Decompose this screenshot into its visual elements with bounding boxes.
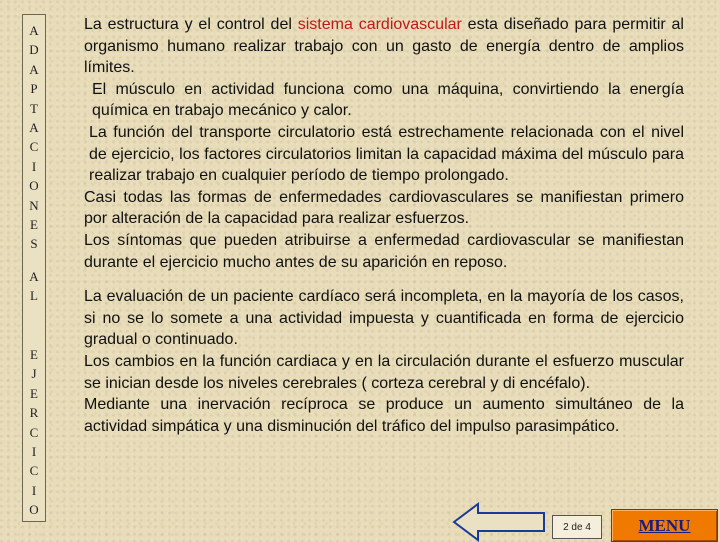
vertical-title-column — [22, 14, 46, 522]
paragraph-transport: La función del transporte circulatorio está estrechamente relacionada con el nivel de ejercicio, los factores circulatorios limitan la capacidad máxima del músculo para realizar trabajo en cualquier período de tiempo prolongado. — [89, 123, 684, 185]
paragraph-evaluation: La evaluación de un paciente cardíaco será incompleta, en la mayoría de los casos, si no se lo somete a una actividad impuesta y cuantificada en forma de ejercicio gradual o continuado. — [84, 288, 684, 349]
paragraph-innervation: Mediante una inervación recíproca se produce un aumento simultáneo de la actividad simpática y una disminución del tráfico del impulso parasimpático. — [84, 396, 684, 435]
sidebar-letter: O — [29, 178, 39, 194]
sidebar-letter: P — [30, 81, 38, 97]
back-arrow-icon[interactable] — [452, 502, 546, 542]
text-block-2 — [84, 286, 684, 437]
text-block-1 — [84, 14, 684, 273]
paragraph-intro — [84, 14, 684, 79]
sidebar-letter: C — [29, 463, 39, 479]
sidebar-letter: A — [29, 269, 39, 284]
paragraph-changes: Los cambios en la función cardiaca y en la circulación durante el esfuerzo muscular se inician desde los niveles cerebrales ( corteza cerebral y di encéfalo). — [84, 352, 684, 392]
page-counter-text: 2 de 4 — [563, 521, 591, 533]
sidebar-letter: I — [31, 158, 37, 174]
vertical-word-adaptaciones — [23, 21, 45, 254]
paragraph-intro-start: La estructura y el control del — [84, 16, 298, 33]
sidebar-letter: A — [29, 23, 39, 38]
sidebar-letter: E — [30, 217, 38, 233]
sidebar-letter: S — [30, 236, 38, 252]
sidebar-letter: E — [30, 347, 38, 362]
sidebar-letter: A — [29, 120, 39, 136]
paragraph-intro-end: esta diseñado para permitir al organismo humano realizar trabajo con un gasto de energía dentro de amplios límites. — [84, 16, 684, 77]
sidebar-letter: A — [29, 61, 39, 77]
sidebar-letter: E — [30, 385, 38, 401]
vertical-word-ejercicio — [23, 345, 45, 520]
sidebar-letter: J — [31, 366, 37, 382]
sidebar-letter: C — [29, 139, 39, 155]
sidebar-letter: N — [29, 197, 39, 213]
menu-button-label: MENU — [638, 515, 691, 535]
sidebar-letter: I — [31, 444, 37, 460]
paragraph-muscle: El músculo en actividad funciona como una máquina, convirtiendo la energía química en trabajo mecánico y calor. — [92, 80, 684, 120]
sidebar-letter: I — [31, 482, 37, 498]
vertical-word-al — [23, 267, 45, 306]
menu-button[interactable] — [611, 509, 718, 542]
sidebar-letter: O — [29, 502, 39, 518]
page-counter — [552, 515, 602, 539]
sidebar-letter: T — [30, 100, 38, 116]
highlighted-term: sistema cardiovascular — [297, 16, 462, 33]
sidebar-letter: L — [30, 288, 38, 304]
sidebar-letter: C — [29, 424, 39, 440]
paragraph-disease: Casi todas las formas de enfermedades cardiovasculares se manifiestan primero por alteración de la capacidad para realizar esfuerzos. — [84, 188, 684, 228]
paragraph-symptoms: Los síntomas que pueden atribuirse a enfermedad cardiovascular se manifiestan durante el ejercicio mucho antes de su aparición en reposo. — [84, 231, 684, 271]
sidebar-letter: R — [29, 405, 39, 421]
slide-body-text — [84, 14, 684, 437]
sidebar-letter: D — [29, 42, 39, 58]
